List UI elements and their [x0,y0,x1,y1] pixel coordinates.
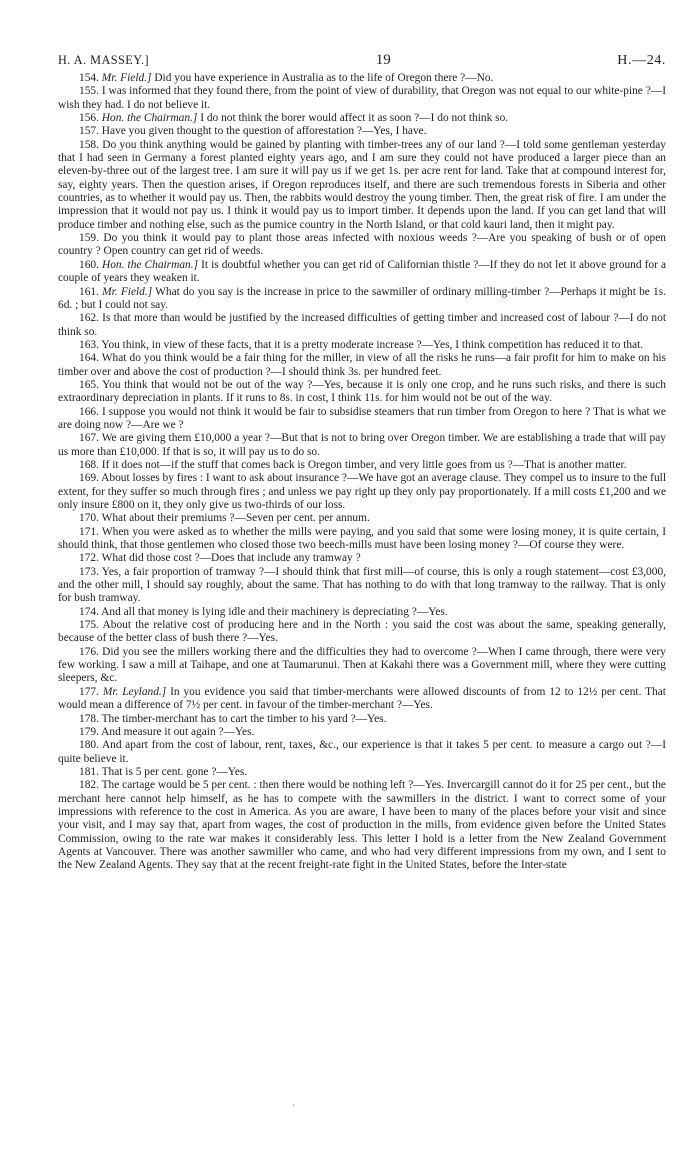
question-number: 155. [79,85,99,98]
question-number: 165. [79,378,99,391]
question-number: 171. [79,525,99,538]
evidence-paragraph [58,432,666,459]
question-number: 175. [79,619,99,632]
question-answer-text: About the relative cost of producing here and in the North : you said the cost was about the same, speaking generally, because of the better class of bush there ?—Yes. [58,619,666,645]
question-number: 156. [79,112,99,125]
question-answer-text: And measure it out again ?—Yes. [98,725,255,738]
question-answer-text: Is that more than would be justified by the increased difficulties of getting timber and increased cost of labour ?—I do not think so. [58,312,666,338]
question-answer-text: I do not think the borer would affect it as soon ?—I do not think so. [197,112,509,125]
question-answer-text: About losses by fires : I want to ask about insurance ?—We have got an average clause. They compel us to insure to the full extent, for they suffer so much through fires ; and unless we pay right up they only pay proportionately. If a mill costs £1,200 and we only insure £800 on it, they only give us two-thirds of our loss. [58,472,666,511]
question-answer-text: Do you think anything would be gained by planting with timber-trees any of our land ?—I told some gentleman yesterday that I had seen in Germany a forest planted eighty years ago, and I am sure they could not have produced a larger piece than an eleven-by-three out of the largest tree. I am sure it will pay us if we get 1s. per acre rent for land. Take that at compound interest for, say, eighty years. Then the question arises, if Oregon reproduces itself, and there are such tremendous forests in Siberia and other countries, as to whether it would pay us. Then, the rabbits would destroy the young timber. Then, the great risk of fire. I am under the impression that it would not pay us. I think it would pay us to import timber. It depends upon the land. If you can get land that will produce timber and nothing else, such as the pumice country in the North Island, or that cold kauri land, then it might pay. [58,138,666,231]
question-answer-text: Did you have experience in Australia as to the life of Oregon there ?—No. [151,72,494,84]
evidence-paragraph [58,646,666,686]
evidence-paragraph [58,552,666,565]
evidence-paragraph [58,125,666,138]
page-number: 19 [375,52,391,68]
question-answer-text: When you were asked as to whether the mills were paying, and you said that some were losing money, it is quite certain, I should think, that those gentlemen who closed those two beech-mills must have been losing money ?—Of course they were. [58,525,666,552]
document-reference: H.—24. [617,53,666,68]
question-number: 174. [79,605,99,618]
question-answer-text: What did those cost ?—Does that include any tramway ? [98,552,361,565]
evidence-paragraph [58,686,666,713]
evidence-text [58,72,666,873]
evidence-paragraph [58,312,666,339]
question-answer-text: If it does not—if the stuff that comes back is Oregon timber, and very little goes from us ?—That is another matter. [98,458,627,471]
question-number: 169. [79,472,99,485]
question-number: 180. [79,739,99,752]
evidence-paragraph [58,619,666,646]
question-number: 157. [79,125,99,138]
question-answer-text: Did you see the millers working there and the difficulties they had to overcome ?—When I came through, there were very few working. I saw a mill at Taihape, and one at Taumarunui. Then at Kakahi there was a Government mill, where they were cutting sleepers, &c. [58,645,666,685]
question-answer-text: That is 5 per cent. gone ?—Yes. [98,765,248,778]
speaker-label: Mr. Field.] [101,72,152,84]
question-number: 167. [79,432,99,445]
evidence-paragraph [58,713,666,726]
speaker-label: Hon. the Chairman.] [101,112,198,125]
question-answer-text: The cartage would be 5 per cent. : then there would be nothing left ?—Yes. Invercargill cannot do it for 25 per cent., but the merchant here cannot help himself, as he has to compete with the sawmillers in the district. I want to correct some of your impressions with reference to the cost in America. As you are aware, I have been to many of the places before your visit and since your visit, and I may say that, apart from wages, the cost of production in the mills, from evidence given before the United States Commission, owing to the rate war makes it considerably less. This letter I hold is a letter from the New Zealand Government Agents at Vancouver. There was another sawmiller who came, and who had very different impressions from my own, and I sent to the New Zealand Agents. They say that at the recent freight-rate fight in the United States, before the Inter-state [58,779,666,872]
question-number: 159. [79,232,99,245]
header-witness-name: H. A. MASSEY.] [58,53,150,67]
question-answer-text: We are giving them £10,000 a year ?—But that is not to bring over Oregon timber. We are establishing a trade that will pay us more than £10,000. If that is so, it will pay us to do so. [58,432,666,458]
question-number: 182. [79,779,99,792]
question-answer-text: I was informed that they found there, from the point of view of durability, that Oregon was not equal to our white-pine ?—I wish they had. I do not believe it. [58,85,666,111]
evidence-paragraph [58,739,666,766]
question-answer-text: You think that would not be out of the way ?—Yes, because it is only one crop, and he runs such risks, and there is such extraordinary depreciation in plants. If it runs to 8s. in cost, I think 11s. for him would not be out of the way. [58,378,666,405]
evidence-paragraph [58,379,666,406]
question-answer-text: It is doubtful whether you can get rid of Californian thistle ?—If they do not let it above ground for a couple of years they weaken it. [58,258,666,285]
evidence-paragraph [58,779,666,872]
question-answer-text: You think, in view of these facts, that it is a pretty moderate increase ?—Yes, I think competition has reduced it to that. [98,338,644,351]
question-number: 160. [79,258,99,271]
question-answer-text: And all that money is lying idle and their machinery is depreciating ?—Yes. [98,605,448,618]
question-number: 177. [79,685,99,698]
evidence-paragraph [58,472,666,512]
evidence-paragraph [58,85,666,112]
evidence-paragraph [58,232,666,259]
evidence-paragraph [58,512,666,525]
evidence-paragraph [58,112,666,125]
evidence-paragraph [58,606,666,619]
speaker-label: Hon. the Chairman.] [102,258,199,271]
question-answer-text: Yes, a fair proportion of tramway ?—I should think that first mill—of course, this is only a rough statement—cost £3,000, and the other mill, I should say roughly, about the same. That has nothing to do with that long tramway to the railway. That is only for bush tramway. [58,565,666,605]
question-number: 162. [79,312,99,325]
question-answer-text: What do you say is the increase in price to the sawmiller of ordinary milling-timber ?—Perhaps it might be 1s. 6d. ; but I could not say. [58,285,667,311]
speaker-label: Mr. Field.] [102,285,153,298]
question-number: 164. [79,352,99,365]
footer-mark: · [292,1100,295,1110]
speaker-label: Mr. Leyland.] [102,685,167,698]
evidence-paragraph [58,352,666,379]
question-number: 166. [79,405,99,418]
question-answer-text: Have you given thought to the question of afforestation ?—Yes, I have. [98,125,427,138]
evidence-paragraph [58,139,666,232]
question-number: 173. [79,565,99,578]
question-number: 176. [79,645,99,658]
question-number: 181. [79,765,99,778]
question-answer-text: What do you think would be a fair thing for the miller, in view of all the risks he runs—a fair profit for him to make on his timber over and above the cost of production ?—I should think 3s. per hundred feet. [58,352,666,378]
question-number: 158. [79,138,99,151]
question-answer-text: Do you think it would pay to plant those areas infected with noxious weeds ?—Are you speaking of bush or of open country ? Open country can get rid of weeds. [58,232,666,258]
evidence-paragraph [58,566,666,606]
question-answer-text: What about their premiums ?—Seven per cent. per annum. [98,512,370,525]
question-number: 168. [79,458,99,471]
evidence-paragraph [58,726,666,739]
question-number: 178. [79,712,99,725]
evidence-paragraph [58,339,666,352]
question-answer-text: In you evidence you said that timber-merchants were allowed discounts of from 12 to 12½ per cent. That would mean a difference of 7½ per cent. in favour of the timber-merchant ?—Yes. [58,685,666,712]
question-number: 163. [79,338,99,351]
question-number: 154. [79,72,99,84]
evidence-paragraph [58,259,666,286]
page-header [58,52,666,72]
evidence-paragraph [58,406,666,433]
evidence-paragraph [58,766,666,779]
evidence-paragraph [58,459,666,472]
question-number: 179. [79,725,99,738]
question-answer-text: And apart from the cost of labour, rent, taxes, &c., our experience is that it takes 5 per cent. to measure a cargo out ?—I quite believe it. [58,739,666,765]
question-number: 172. [79,552,99,565]
question-answer-text: I suppose you would not think it would be fair to subsidise steamers that run timber from Oregon to here ? That is what we are doing now ?—Are we ? [58,405,666,431]
question-number: 170. [79,512,99,525]
question-answer-text: The timber-merchant has to cart the timber to his yard ?—Yes. [98,712,387,725]
question-number: 161. [79,285,99,298]
evidence-paragraph [58,526,666,553]
evidence-paragraph [58,72,666,85]
evidence-paragraph [58,286,666,313]
